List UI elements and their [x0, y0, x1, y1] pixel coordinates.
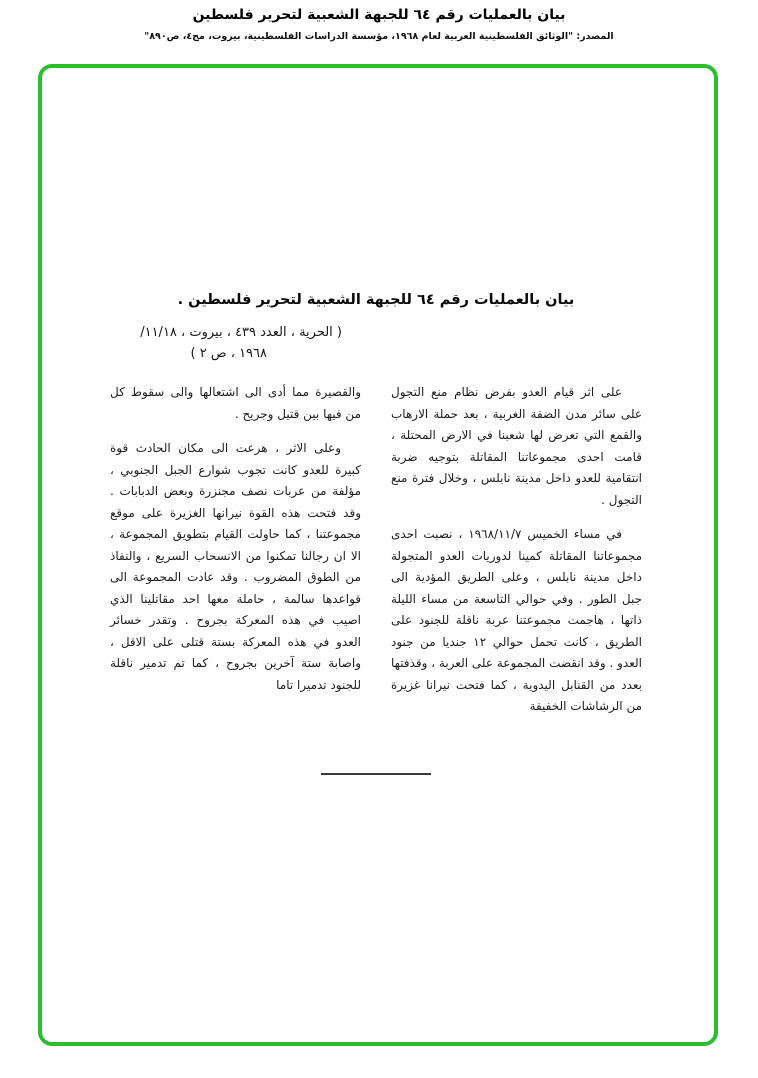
right-column: [391, 382, 642, 731]
scanned-document: [110, 292, 642, 775]
source-citation: المصدر: "الوثائق الفلسطينية العربية لعام ١٩٦٨، مؤسسة الدراسات الفلسطينية، بيروت، مج٤، ص٨٩٠": [144, 31, 614, 42]
document-title: بيان بالعمليات رقم ٦٤ للجبهة الشعبية لتحرير فلسطين .: [177, 292, 575, 308]
paragraph: على اثر قيام العدو بفرض نظام منع التجول على سائر مدن الضفة الغربية ، بعد حملة الارهاب والقمع التي تعرض لها شعبنا في الارض المحتلة ، قامت احدى مجموعاتنا المقاتلة بتوجيه ضربة انتقامية للعدو داخل مدينة نابلس ، وخلال فترة منع التجول .: [391, 385, 642, 507]
citation-line-1: ( الحرية ، العدد ٤٣٩ ، بيروت ، ١١/١٨/: [140, 325, 342, 340]
page-title: بيان بالعمليات رقم ٦٤ للجبهة الشعبية لتحرير فلسطين: [192, 7, 566, 23]
paragraph: في مساء الخميس ١٩٦٨/١١/٧ ، نصبت احدى مجموعاتنا المقاتلة كمينا لدوريات العدو المتجولة داخل مدينة نابلس ، وعلى الطريق المؤدية الى جبل الطور . وفي حوالي التاسعة من مساء الليلة ذاتها ، هاجمت مجموعتنا عربة ناقلة للجنود على الطريق ، كانت تحمل حوالي ١٢ جنديا من جنود العدو . وقد انقضت المجموعة على العربة ، وقذفتها بعدد من القنابل اليدوية ، كما فتحت نيرانا غزيرة من الرشاشات الخفيفة: [391, 527, 643, 713]
paragraph: وعلى الاثر ، هرعت الى مكان الحادث قوة كبيرة للعدو كانت تجوب شوارع الجبل الجنوبي ، مؤلفة من عربات نصف مجنزرة وبعض الدبابات . وقد فتحت هذه القوة نيرانها الغزيرة على موقع مجموعتنا ، كما حاولت القيام بتطويق المجموعة ، الا ان رجالنا تمكنوا من الانسحاب السريع ، والنفاذ من الطوق المضروب . وقد عادت المجموعة الى قواعدها سالمة ، حاملة معها احد مقاتلينا الذي اصيب في هذه المعركة بجروح . وتقدر خسائر العدو في هذه المعركة بستة قتلى على الاقل ، واصابة ستة آخرين بجروح ، كما تم تدمير ناقلة للجنود تدميرا تاما: [110, 441, 361, 692]
left-column: [110, 382, 361, 731]
document-frame: [38, 64, 718, 1046]
paragraph: والقصيرة مما أدى الى اشتعالها والى سقوط كل من فيها بين قتيل وجريح .: [110, 385, 361, 421]
text-columns: [110, 382, 642, 731]
publication-citation: [110, 322, 642, 364]
footnote-divider: [321, 773, 431, 775]
citation-line-2: ١٩٦٨ ، ص ٢ ): [190, 346, 267, 361]
